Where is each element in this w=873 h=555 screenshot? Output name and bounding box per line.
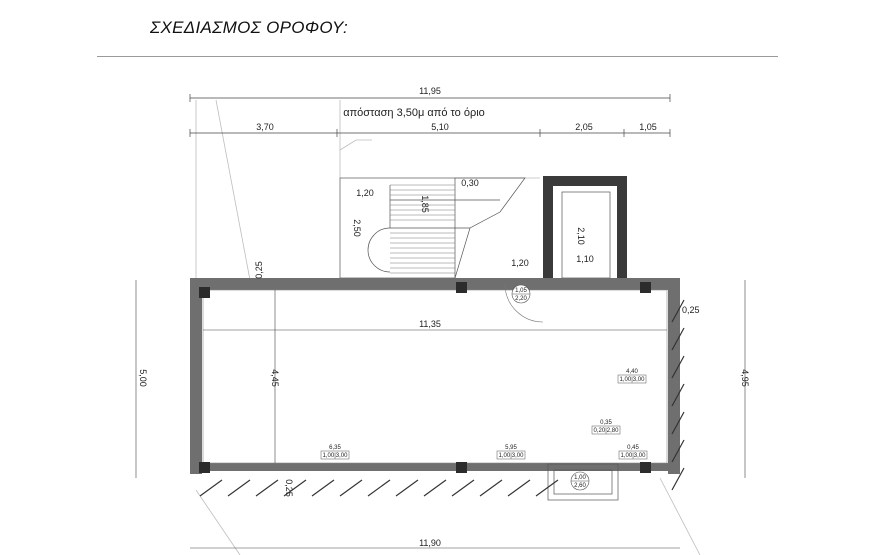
- slat: [508, 480, 530, 496]
- slat: [340, 480, 362, 496]
- dim-stair-run: 1,85: [420, 195, 430, 213]
- opening-label: [512, 285, 530, 303]
- opening-bottom: 0,20|2,80: [593, 428, 619, 434]
- dim-wall-bottom: 0,25: [284, 479, 294, 497]
- dim-elevator-depth: 2,10: [576, 227, 586, 245]
- exterior-walls: [190, 278, 680, 474]
- opening-top: 0,35: [600, 420, 612, 426]
- dim-seg-1: 3,70: [256, 122, 274, 132]
- dim-stair-width: 1,20: [356, 188, 374, 198]
- dim-total-bottom: 11,90: [419, 538, 441, 548]
- page-title: ΣΧΕΔΙΑΣΜΟΣ ΟΡΟΦΟΥ:: [150, 18, 348, 37]
- slat: [312, 480, 334, 496]
- opening-top: 1,05: [515, 288, 527, 294]
- opening-top: 5,95: [505, 445, 517, 451]
- slat: [424, 480, 446, 496]
- dim-total-top: 11,95: [419, 86, 441, 96]
- opening-bottom: 2,20: [515, 296, 527, 302]
- dim-interior-width: 11,35: [419, 319, 441, 329]
- slat: [368, 480, 390, 496]
- dim-overall-right: 4,95: [740, 369, 750, 387]
- opening-bottom: 1,00|3,00: [619, 377, 645, 383]
- dim-wall-top: 0,25: [254, 261, 264, 279]
- opening-bottom: 2,60: [574, 483, 586, 489]
- slat: [200, 480, 222, 496]
- slat: [396, 480, 418, 496]
- slat: [452, 480, 474, 496]
- opening-label: [571, 472, 589, 490]
- dim-interior-depth: 4,45: [270, 369, 280, 387]
- pergola-slats-bottom: [200, 480, 558, 496]
- opening-top: 4,40: [626, 369, 638, 375]
- slat: [256, 480, 278, 496]
- dim-elevator-width: 1,10: [576, 254, 594, 264]
- opening-bottom: 1,00|3,00: [620, 453, 646, 459]
- opening-top: 6,35: [329, 445, 341, 451]
- dim-wall-right: 0,25: [682, 305, 700, 315]
- opening-bottom: 1,00|3,00: [498, 453, 524, 459]
- dim-seg-4: 1,05: [639, 122, 657, 132]
- dim-overall-left: 5,00: [138, 369, 148, 387]
- opening-top: 0,45: [627, 445, 639, 451]
- boundary-note: απόσταση 3,50μ από το όριο: [343, 107, 485, 119]
- opening-bottom: 1,00|3,00: [322, 453, 348, 459]
- slat: [536, 480, 558, 496]
- slat: [228, 480, 250, 496]
- dim-seg-3: 2,05: [575, 122, 593, 132]
- slat: [480, 480, 502, 496]
- opening-top: 1,00: [574, 475, 586, 481]
- dim-seg-2: 5,10: [431, 122, 449, 132]
- dim-landing: 1,20: [511, 258, 529, 268]
- dim-step: 0,30: [461, 178, 479, 188]
- dim-stair-depth: 2,50: [352, 219, 362, 237]
